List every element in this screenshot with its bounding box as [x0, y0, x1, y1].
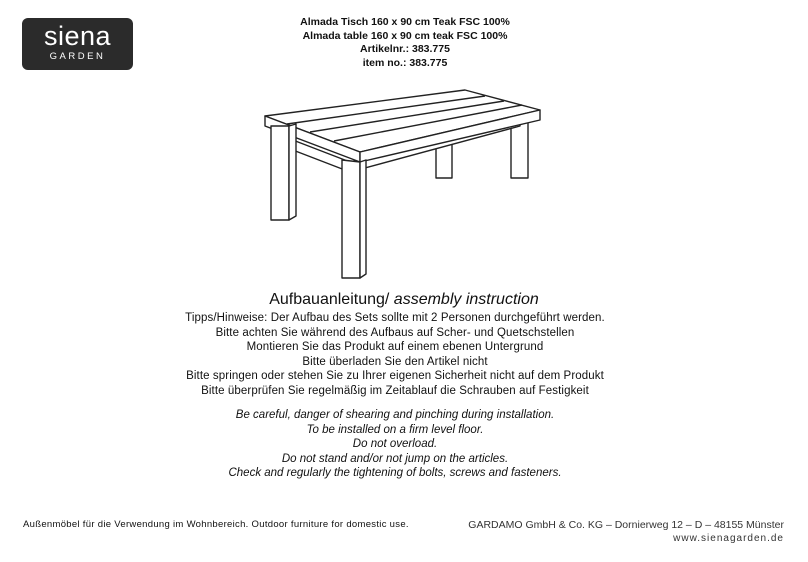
- front-left-leg-side: [289, 124, 296, 220]
- product-name-de: Almada Tisch 160 x 90 cm Teak FSC 100%: [300, 16, 510, 28]
- warning-line: Check and regularly the tightening of bolts, screws and fasteners.: [228, 467, 562, 479]
- website-link[interactable]: www.sienagarden.de: [673, 533, 784, 544]
- tip-line: Bitte achten Sie während des Aufbaus auf Scher- und Quetschstellen: [215, 326, 575, 339]
- title-de: Aufbauanleitung/: [269, 291, 390, 308]
- tip-line: Bitte springen oder stehen Sie zu Ihrer eigenen Sicherheit nicht auf dem Produkt: [186, 370, 604, 382]
- warning-line: Do not stand and/or not jump on the articles.: [281, 452, 509, 465]
- tips-de: [0, 311, 790, 398]
- company-address: GARDAMO GmbH & Co. KG – Dornierweg 12 – D – 48155 Münster: [468, 519, 784, 531]
- warnings-en: [0, 408, 790, 481]
- warning-line: To be installed on a firm level floor.: [306, 423, 484, 436]
- title-en: assembly instruction: [393, 291, 539, 308]
- front-right-leg: [342, 160, 360, 278]
- product-name-en: Almada table 160 x 90 cm teak FSC 100%: [302, 29, 508, 42]
- product-header: [240, 16, 570, 70]
- table-illustration: [255, 82, 555, 282]
- logo-sub: GARDEN: [49, 51, 106, 62]
- warning-line: Do not overload.: [352, 438, 438, 450]
- logo-brand: siena: [43, 21, 112, 51]
- article-number-en: item no.: 383.775: [362, 56, 448, 69]
- assembly-instruction-title: [0, 291, 808, 309]
- tip-line: Bitte überladen Sie den Artikel nicht: [302, 355, 488, 368]
- warning-line: Be careful, danger of shearing and pinching during installation.: [235, 409, 555, 421]
- front-left-leg: [271, 126, 289, 220]
- company-info: [468, 518, 784, 546]
- usage-note: Außenmöbel für die Verwendung im Wohnbereich. Outdoor furniture for domestic use.: [23, 519, 409, 530]
- front-right-leg-side: [360, 160, 366, 278]
- tip-line: Bitte überprüfen Sie regelmäßig im Zeitablauf die Schrauben auf Festigkeit: [201, 384, 589, 397]
- siena-garden-logo: [22, 18, 133, 70]
- tip-line: Montieren Sie das Produkt auf einem ebenen Untergrund: [246, 341, 544, 353]
- article-number-de: Artikelnr.: 383.775: [360, 43, 450, 55]
- tip-line: Tipps/Hinweise: Der Aufbau des Sets sollte mit 2 Personen durchgeführt werden.: [185, 312, 605, 324]
